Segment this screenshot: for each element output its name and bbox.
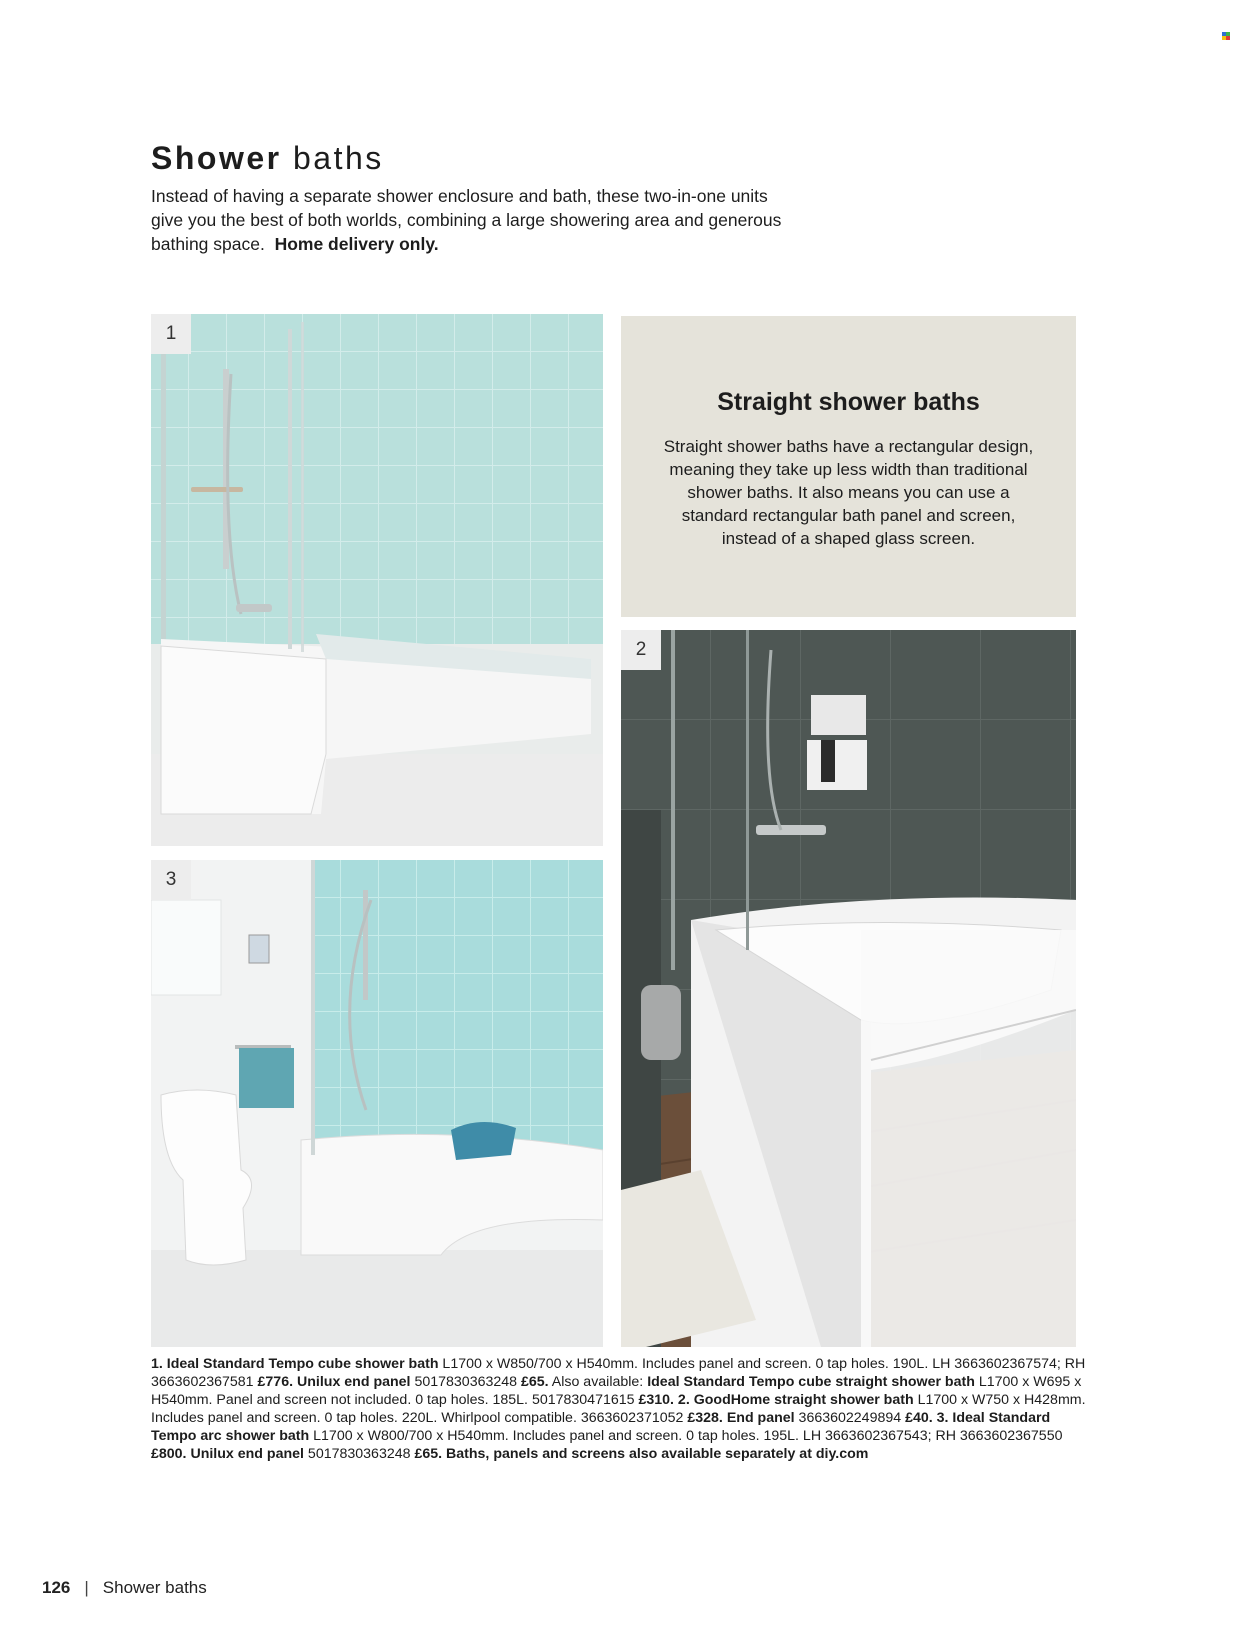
page-number: 126 [42,1578,71,1597]
photo-2-number: 2 [621,630,661,670]
caption-item-1-details: L1700 x W850/700 x H540mm. Includes panel and screen. 0 tap holes. 190L. LH 3663602367574; RH 3663602367581 [151,1356,1086,1390]
footer-separator: | [84,1578,89,1597]
caption-end-panel-2-price: £40. [905,1410,933,1426]
info-body: Straight shower baths have a rectangular design, meaning they take up less width than traditional shower baths. It also means you can use a standard rectangular bath panel and screen, instead of a shaped glass screen. [663,437,1034,548]
page-footer [42,1578,207,1598]
photo-1 [151,314,603,846]
intro-text: Instead of having a separate shower enclosure and bath, these two-in-one units give you the best of both worlds, combining a large showering area and generous bathing space. [151,186,782,254]
caption-item-1-name: 1. Ideal Standard Tempo cube shower bath [151,1356,439,1372]
photo-2-illustration [621,630,1076,1347]
caption-also-available: Also available: [548,1374,648,1390]
caption-end-panel-2-code: 3663602249894 [794,1410,906,1426]
caption-end-panel-3-code: 5017830363248 [303,1446,415,1462]
caption-availability-note: Baths, panels and screens also available separately at diy.com [442,1446,869,1462]
brand-logo [1222,32,1230,40]
product-caption [151,1355,1086,1463]
photo-2 [621,630,1076,1347]
caption-item-2-details: L1700 x W750 x H428mm. Includes panel and screen. 0 tap holes. 220L. Whirlpool compatible. 3663602371052 [151,1392,1086,1426]
caption-item-3-price: £800. [151,1446,187,1462]
caption-end-panel-2-name: End panel [722,1410,795,1426]
caption-end-panel-3-name: Unilux end panel [186,1446,304,1462]
page-title [151,140,384,177]
title-rest: baths [292,140,384,176]
caption-end-panel-3-price: £65. [414,1446,443,1462]
photo-1-illustration [151,314,603,846]
intro-emphasis: Home delivery only. [274,234,439,254]
photo-1-number: 1 [151,314,191,354]
caption-end-panel-1-code: 5017830363248 [410,1374,521,1390]
caption-item-2-price: £328. [687,1410,723,1426]
intro-paragraph [151,184,791,256]
footer-section: Shower baths [102,1578,207,1597]
caption-end-panel-1-price: £65. [520,1374,549,1390]
caption-alt-product-price: £310. [638,1392,674,1408]
photo-3 [151,860,603,1347]
caption-alt-product-name: Ideal Standard Tempo cube straight shower bath [647,1374,975,1390]
title-bold: Shower [151,140,282,176]
caption-item-1-price: £776. [257,1374,294,1390]
caption-item-3-details: L1700 x W800/700 x H540mm. Includes panel and screen. 0 tap holes. 195L. LH 3663602367543; RH 3663602367550 [309,1428,1063,1444]
caption-item-3-name: 3. Ideal Standard Tempo arc shower bath [151,1410,1051,1444]
caption-item-2-name: 2. GoodHome straight shower bath [673,1392,914,1408]
caption-alt-product-details: L1700 x W695 x H540mm. Panel and screen not included. 0 tap holes. 185L. 5017830471615 [151,1374,1082,1408]
photo-3-illustration [151,860,603,1347]
info-heading: Straight shower baths [717,388,980,416]
caption-end-panel-1-name: Unilux end panel [293,1374,411,1390]
photo-3-number: 3 [151,860,191,900]
info-box [621,316,1076,617]
